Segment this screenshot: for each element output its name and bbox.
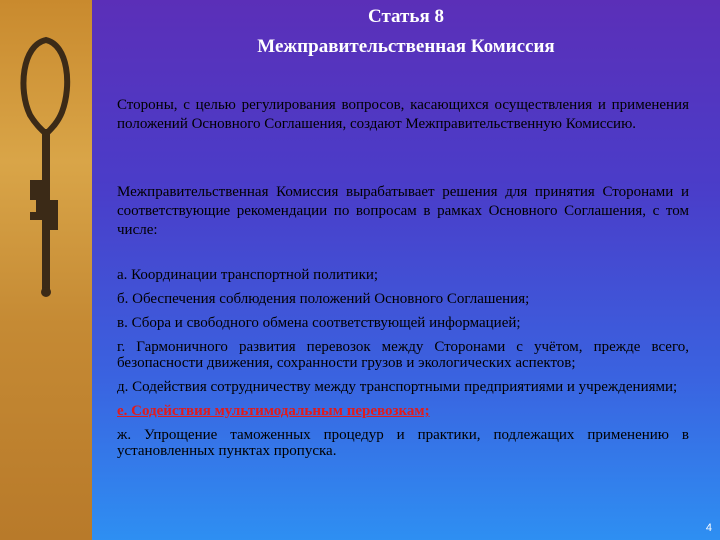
provisions-list (117, 267, 689, 467)
list-item: ж. Упрощение таможенных процедур и практики, подлежащих применению в установленных пунктах пропуска. (117, 427, 689, 459)
key-image-panel (0, 0, 92, 540)
paragraph-1: Стороны, с целью регулирования вопросов, касающихся осуществления и применения положений Основного Соглашения, создают Межправительственную Комиссию. (117, 97, 689, 132)
key-icon (0, 0, 92, 540)
list-item: б. Обеспечения соблюдения положений Основного Соглашения; (117, 291, 530, 307)
page-number: 4 (705, 522, 712, 534)
slide-subtitle: Межправительственная Комиссия (257, 36, 555, 57)
list-item: а. Координации транспортной политики; (117, 267, 379, 283)
list-item: д. Содействия сотрудничеству между транспортными предприятиями и учреждениями; (117, 379, 678, 395)
highlighted-list-item: е. Содействия мультимодальным перевозкам; (117, 403, 430, 419)
list-item: в. Сбора и свободного обмена соответствующей информацией; (117, 315, 521, 331)
paragraph-2: Межправительственная Комиссия вырабатывает решения для принятия Сторонами и соответствующие рекомендации по вопросам в рамках Основного Соглашения, с том числе: (117, 184, 689, 238)
list-item: г. Гармоничного развития перевозок между Сторонами с учётом, прежде всего, безопасности движения, сохранности грузов и экологических аспектов; (117, 339, 689, 371)
slide-title: Статья 8 (368, 6, 444, 27)
